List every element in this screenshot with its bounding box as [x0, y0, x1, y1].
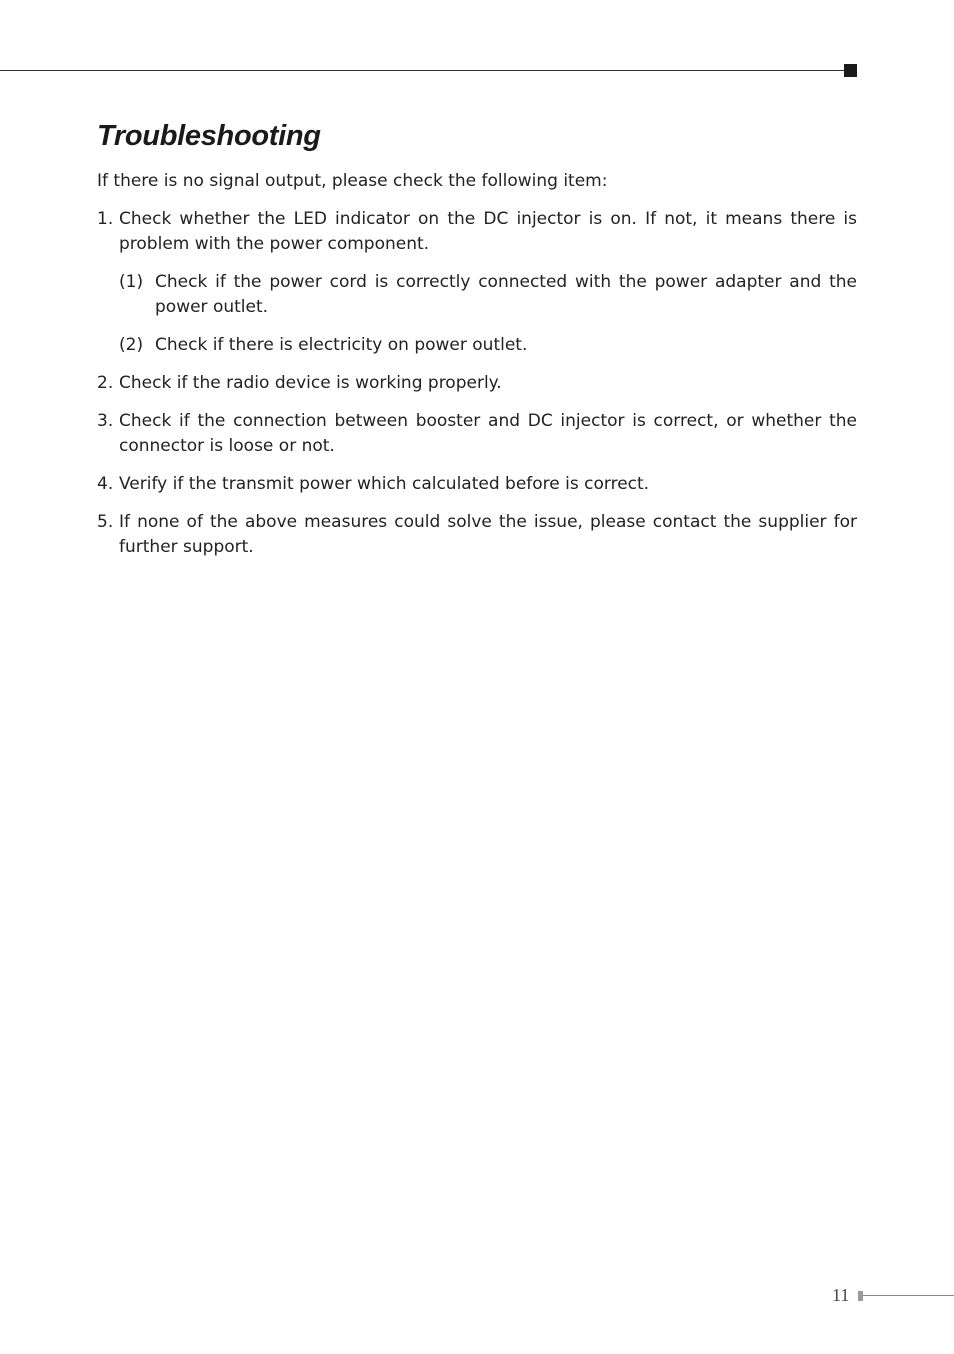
sub-item-text: Check if the power cord is correctly connected with the power adapter and the power outlet. [155, 272, 857, 317]
list-item-2 [97, 371, 857, 396]
footer-marker [858, 1291, 863, 1301]
sub-item-text: Check if there is electricity on power outlet. [155, 335, 528, 355]
list-item-text: Check if the radio device is working properly. [119, 373, 502, 393]
page-number: 11 [832, 1285, 850, 1305]
list-item-text: Check whether the LED indicator on the DC injector is on. If not, it means there is problem with the power component. [119, 209, 857, 254]
sub-item-1 [119, 270, 857, 320]
list-item-number: 5. [97, 512, 114, 532]
header-rule [0, 70, 846, 71]
list-item-number: 3. [97, 411, 114, 431]
sub-item-number: (1) [119, 272, 144, 292]
list-item-text: Check if the connection between booster and DC injector is correct, or whether the connector is loose or not. [119, 411, 857, 456]
page-title: Troubleshooting [97, 120, 321, 152]
sub-item-number: (2) [119, 335, 144, 355]
footer-rule [863, 1295, 954, 1296]
list-item-text: If none of the above measures could solve the issue, please contact the supplier for further support. [119, 512, 857, 557]
list-item-text: Verify if the transmit power which calculated before is correct. [119, 474, 650, 494]
document-body [97, 169, 857, 573]
list-item-4 [97, 472, 857, 497]
intro-text: If there is no signal output, please check the following item: [97, 171, 608, 191]
sub-item-2 [119, 333, 857, 358]
list-item-1 [97, 207, 857, 257]
list-item-3 [97, 409, 857, 459]
header-square-marker [844, 64, 857, 77]
list-item-5 [97, 510, 857, 560]
list-item-number: 2. [97, 373, 114, 393]
list-item-number: 1. [97, 209, 114, 229]
list-item-number: 4. [97, 474, 114, 494]
